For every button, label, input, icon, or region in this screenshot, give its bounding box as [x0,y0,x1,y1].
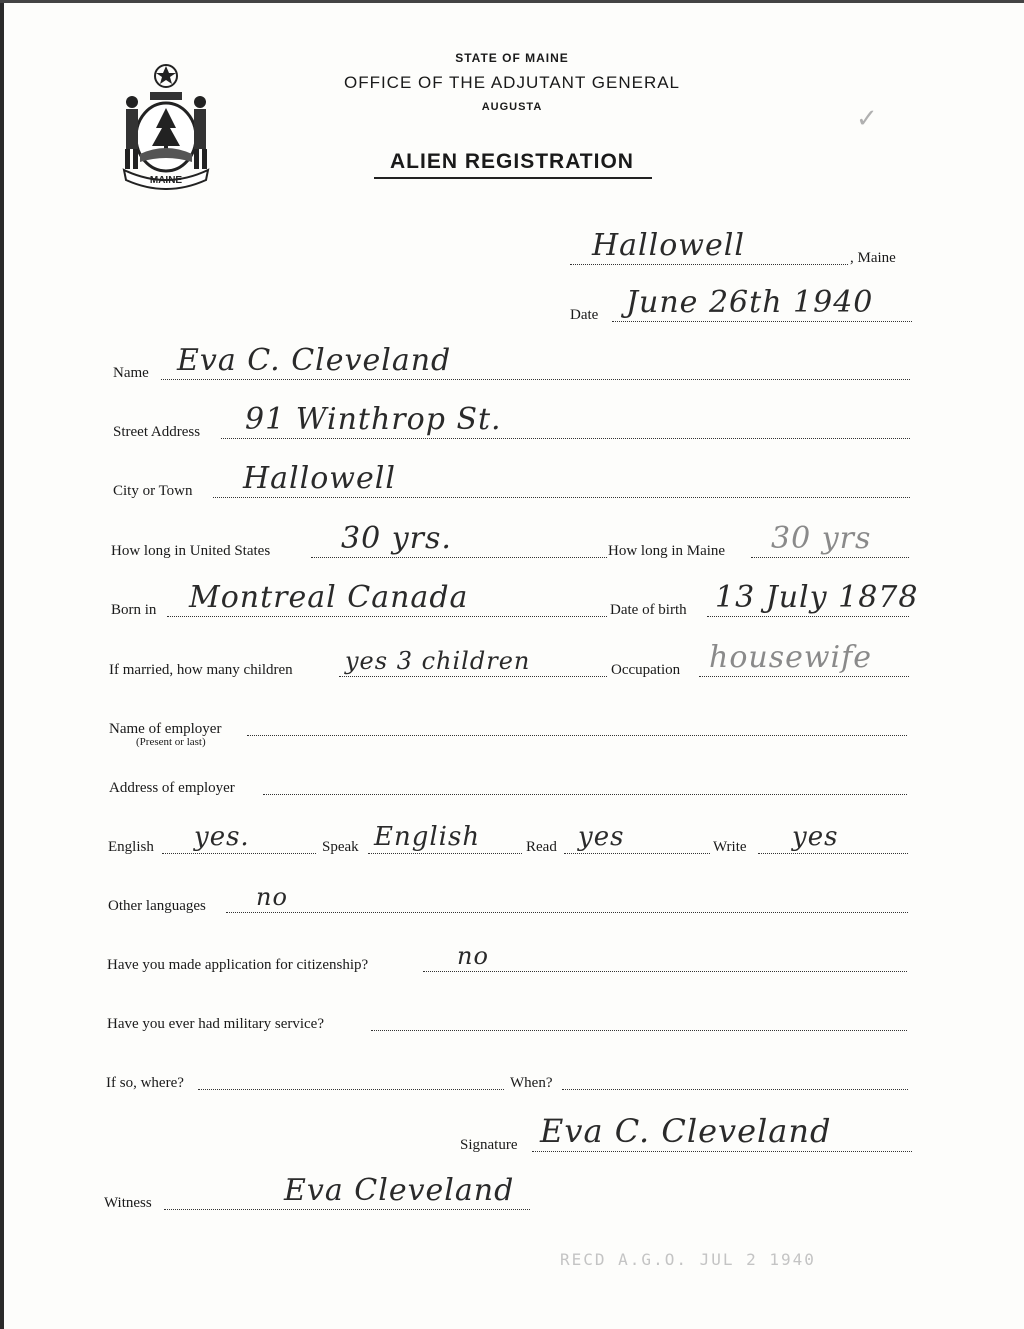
header-city: AUGUSTA [481,101,543,113]
city-value: Hallowell [243,461,396,496]
date-row [570,284,915,324]
town-line [570,264,848,265]
form-title: ALIEN REGISTRATION [390,150,634,173]
where-label: If so, where? [106,1075,184,1091]
signature-line [532,1151,912,1152]
occupation-line [699,676,909,677]
witness-line [164,1209,530,1210]
dob-value: 13 July 1878 [715,580,919,615]
other-languages-label: Other languages [108,898,206,914]
employer-sub-label: (Present or last) [136,736,206,748]
city-line [213,497,910,498]
maine-label: How long in Maine [608,543,726,559]
town-value: Hallowell [592,228,745,263]
signature-row [460,1114,920,1154]
street-value: 91 Winthrop St. [245,402,502,437]
name-row [113,342,910,382]
citizenship-line [423,971,907,972]
scan-edge-left [0,0,4,1329]
born-value: Montreal Canada [189,580,469,615]
name-label: Name [113,365,149,381]
read-line [564,853,710,854]
witness-label: Witness [104,1195,152,1211]
maine-line [751,557,909,558]
employer-address-label: Address of employer [109,780,235,796]
date-label: Date [570,307,599,323]
signature-label: Signature [460,1137,518,1153]
check-mark-icon: ✓ [856,104,878,134]
married-line [339,676,607,677]
where-line [198,1089,504,1090]
us-row [111,520,909,560]
read-value: yes [578,822,625,852]
street-line [221,438,910,439]
received-stamp: RECD A.G.O. JUL 2 1940 [560,1250,816,1269]
english-line [162,853,316,854]
employer-row [109,698,907,738]
occupation-label: Occupation [611,662,681,678]
married-value: yes 3 children [345,647,531,675]
scan-edge-top [0,0,1024,3]
speak-value: English [374,822,481,852]
dob-label: Date of birth [610,602,687,618]
military-label: Have you ever had military service? [107,1016,324,1032]
witness-row [104,1172,534,1212]
header-state: STATE OF MAINE [455,51,569,65]
date-value: June 26th 1940 [626,285,874,320]
write-line [758,853,908,854]
citizenship-value: no [457,942,489,970]
citizenship-label: Have you made application for citizenship? [107,957,369,973]
write-value: yes [792,822,839,852]
street-row [113,401,910,441]
date-line [612,321,912,322]
us-line [311,557,607,558]
english-value: yes. [194,822,250,852]
speak-line [368,853,522,854]
born-line [167,616,607,617]
city-row [113,460,910,500]
married-row [109,639,909,679]
employer-label: Name of employer [109,721,222,737]
citizenship-row [107,934,907,974]
employer-address-line [263,794,907,795]
town-suffix: , Maine [850,250,896,266]
occupation-value: housewife [709,640,872,675]
military-row [107,993,907,1033]
header-office: OFFICE OF THE ADJUTANT GENERAL [343,73,681,92]
when-line [562,1089,908,1090]
name-line [161,379,910,380]
other-languages-value: no [256,883,288,911]
city-label: City or Town [113,483,193,499]
read-label: Read [526,839,557,855]
where-row [106,1052,908,1092]
dob-line [707,616,909,617]
name-value: Eva C. Cleveland [177,343,452,378]
when-label: When? [510,1075,553,1091]
seal-scroll-text: MAINE [149,175,183,186]
military-line [371,1030,907,1031]
us-value: 30 yrs. [341,521,452,556]
maine-value: 30 yrs [771,521,872,556]
title-underline [374,177,652,179]
english-row [108,816,908,856]
us-label: How long in United States [111,543,271,559]
street-label: Street Address [113,424,201,440]
other-languages-line [226,912,908,913]
born-row [111,579,919,619]
write-label: Write [713,839,747,855]
other-languages-row [108,875,908,915]
town-row [570,227,915,267]
witness-value: Eva Cleveland [284,1173,515,1208]
employer-line [247,735,907,736]
married-label: If married, how many children [109,662,293,678]
born-label: Born in [111,602,157,618]
speak-label: Speak [322,839,359,855]
english-label: English [108,839,154,855]
employer-address-row [109,757,907,797]
signature-value: Eva C. Cleveland [540,1112,832,1150]
